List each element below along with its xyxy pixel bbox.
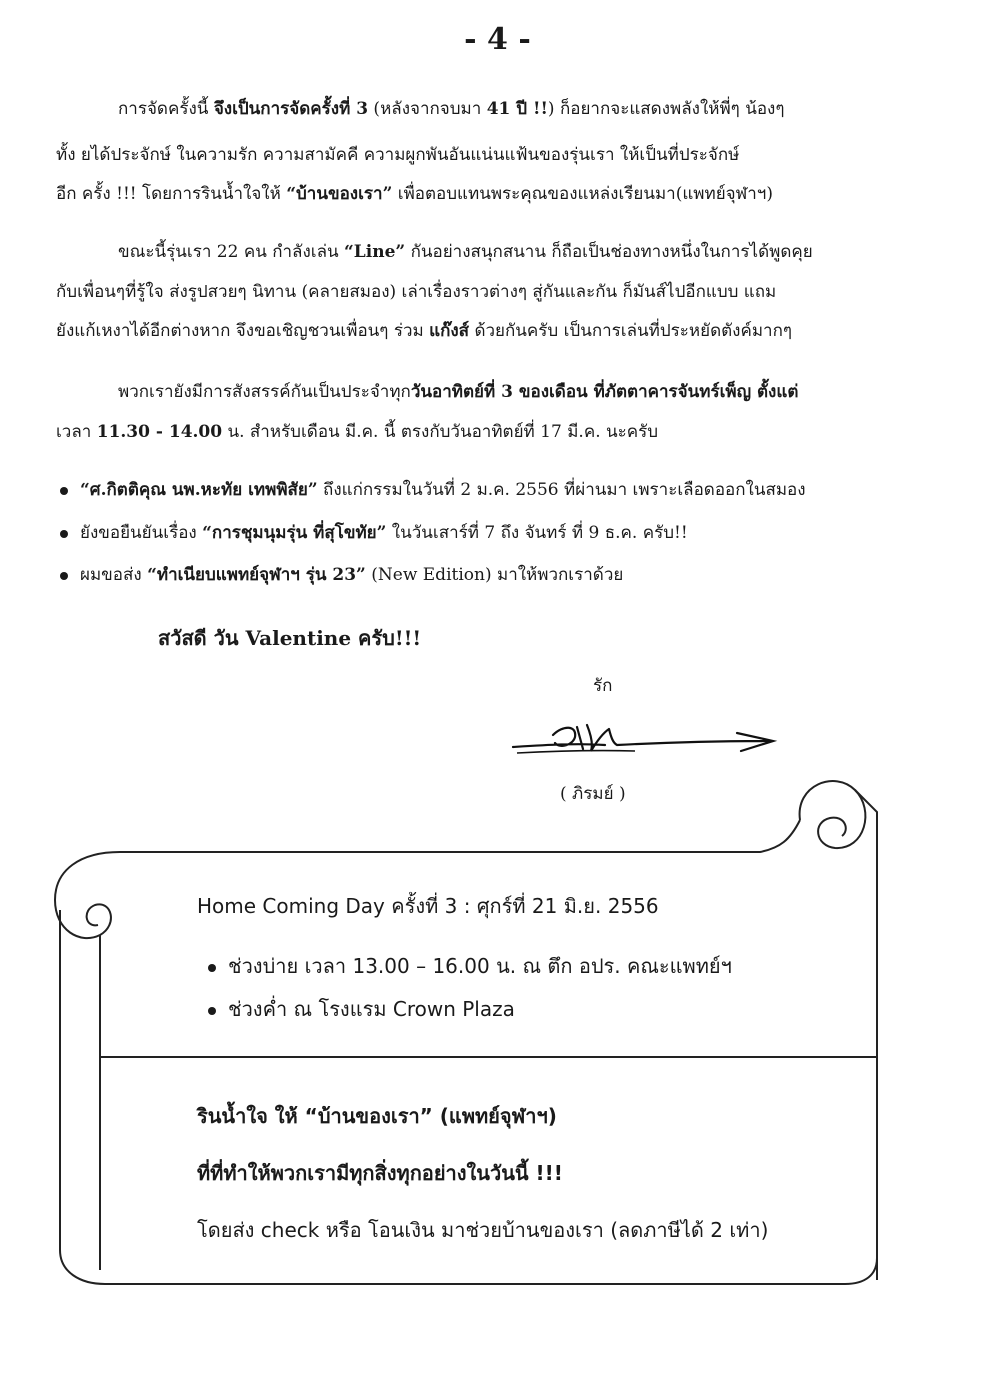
text-bold: “บ้านของเรา” <box>286 184 393 204</box>
text-bold: “การชุมนุมรุ่น ที่สุโขทัย” <box>202 523 387 543</box>
closing: รัก <box>593 676 613 696</box>
donation-line1: รินน้ำใจ ให้ “บ้านของเรา” (แพทย์จุฬาฯ) <box>197 1104 557 1128</box>
text-bold: 41 ปี !! <box>486 99 548 119</box>
text-bold: 11.30 - 14.00 <box>96 422 223 442</box>
text: ในวันเสาร์ที่ 7 ถึง จันทร์ ที่ 9 ธ.ค. ครับ!! <box>386 523 688 543</box>
text: (หลังจากจบมา <box>368 99 487 119</box>
donation-line3: โดยส่ง check หรือ โอนเงิน มาช่วยบ้านของเรา (ลดภาษีได้ 2 เท่า) <box>197 1218 769 1242</box>
greeting: สวัสดี วัน Valentine ครับ!!! <box>158 626 422 650</box>
schedule-item-evening <box>208 993 515 1025</box>
text: ขณะนี้รุ่นเรา 22 คน กำลังเล่น <box>118 242 345 262</box>
text: ผมขอส่ง <box>80 565 148 585</box>
donation-line2: ที่ที่ทำให้พวกเรามีทุกสิ่งทุกอย่างในวันนี้ !!! <box>197 1161 563 1185</box>
text: ช่วงค่ำ ณ โรงแรม Crown Plaza <box>228 997 515 1021</box>
text: การจัดครั้งนี้ <box>118 99 214 119</box>
para1-line2: ทั้ง ยได้ประจักษ์ ในความรัก ความสามัคคี ความผูกพันอันแน่นแฟ้นของรุ่นเรา ให้เป็นที่ประจักษ์ <box>56 145 740 165</box>
text: ยังแก้เหงาได้อีกต่างหาก จึงขอเชิญชวนเพื่อนๆ ร่วม <box>56 321 430 341</box>
text: กันอย่างสนุกสนาน ก็ถือเป็นช่องทางหนึ่งในการได้พูดคุย <box>405 242 813 262</box>
text: ด้วยกันครับ เป็นการเล่นที่ประหยัดตังค์มากๆ <box>469 321 793 341</box>
text: ) ก็อยากจะแสดงพลังให้พี่ๆ น้องๆ <box>547 99 785 119</box>
text-bold: “ศ.กิตติคุณ นพ.หะทัย เทพพิสัย” <box>80 480 318 500</box>
text: เวลา <box>56 422 97 442</box>
text-bold: “Line” <box>344 242 406 262</box>
bullet-icon <box>208 964 216 972</box>
page-number: - 4 - <box>464 22 531 57</box>
text: ยังขอยืนยันเรื่อง <box>80 523 203 543</box>
bullet-icon <box>208 1007 216 1015</box>
text: ถึงแก่กรรมในวันที่ 2 ม.ค. 2556 ที่ผ่านมา เพราะเลือดออกในสมอง <box>317 480 806 500</box>
text: น. สำหรับเดือน มี.ค. นี้ ตรงกับวันอาทิตย์ที่ 17 มี.ค. นะครับ <box>222 422 659 442</box>
text: (New Edition) มาให้พวกเราด้วย <box>365 565 624 585</box>
text: พวกเรายังมีการสังสรรค์กันเป็นประจำทุก <box>118 382 411 402</box>
text: อีก ครั้ง !!! โดยการรินน้ำใจให้ <box>56 184 287 204</box>
signature-name: ( ภิรมย์ ) <box>560 784 626 804</box>
text: เพื่อตอบแทนพระคุณของแหล่งเรียนมา(แพทย์จุฬาฯ) <box>392 184 773 204</box>
text-bold: “ทำเนียบแพทย์จุฬาฯ รุ่น 23” <box>147 565 366 585</box>
text: ช่วงบ่าย เวลา 13.00 – 16.00 น. ณ ตึก อปร. คณะแพทย์ฯ <box>228 954 732 978</box>
schedule-item-afternoon <box>208 950 732 982</box>
text-bold: จึงเป็นการจัดครั้งที่ 3 <box>213 99 369 119</box>
event-title: Home Coming Day ครั้งที่ 3 : ศุกร์ที่ 21 มิ.ย. 2556 <box>197 894 659 918</box>
para2-line2: กับเพื่อนๆที่รู้ใจ ส่งรูปสวยๆ นิทาน (คลายสมอง) เล่าเรื่องราวต่างๆ สู่กันและกัน ก็มันส์ไปอีกแบบ แถม <box>56 282 777 302</box>
text-bold: แก๊งส์ <box>429 321 470 341</box>
text-bold: วันอาทิตย์ที่ 3 ของเดือน ที่ภัตตาคารจันทร์เพ็ญ ตั้งแต่ <box>410 382 799 402</box>
